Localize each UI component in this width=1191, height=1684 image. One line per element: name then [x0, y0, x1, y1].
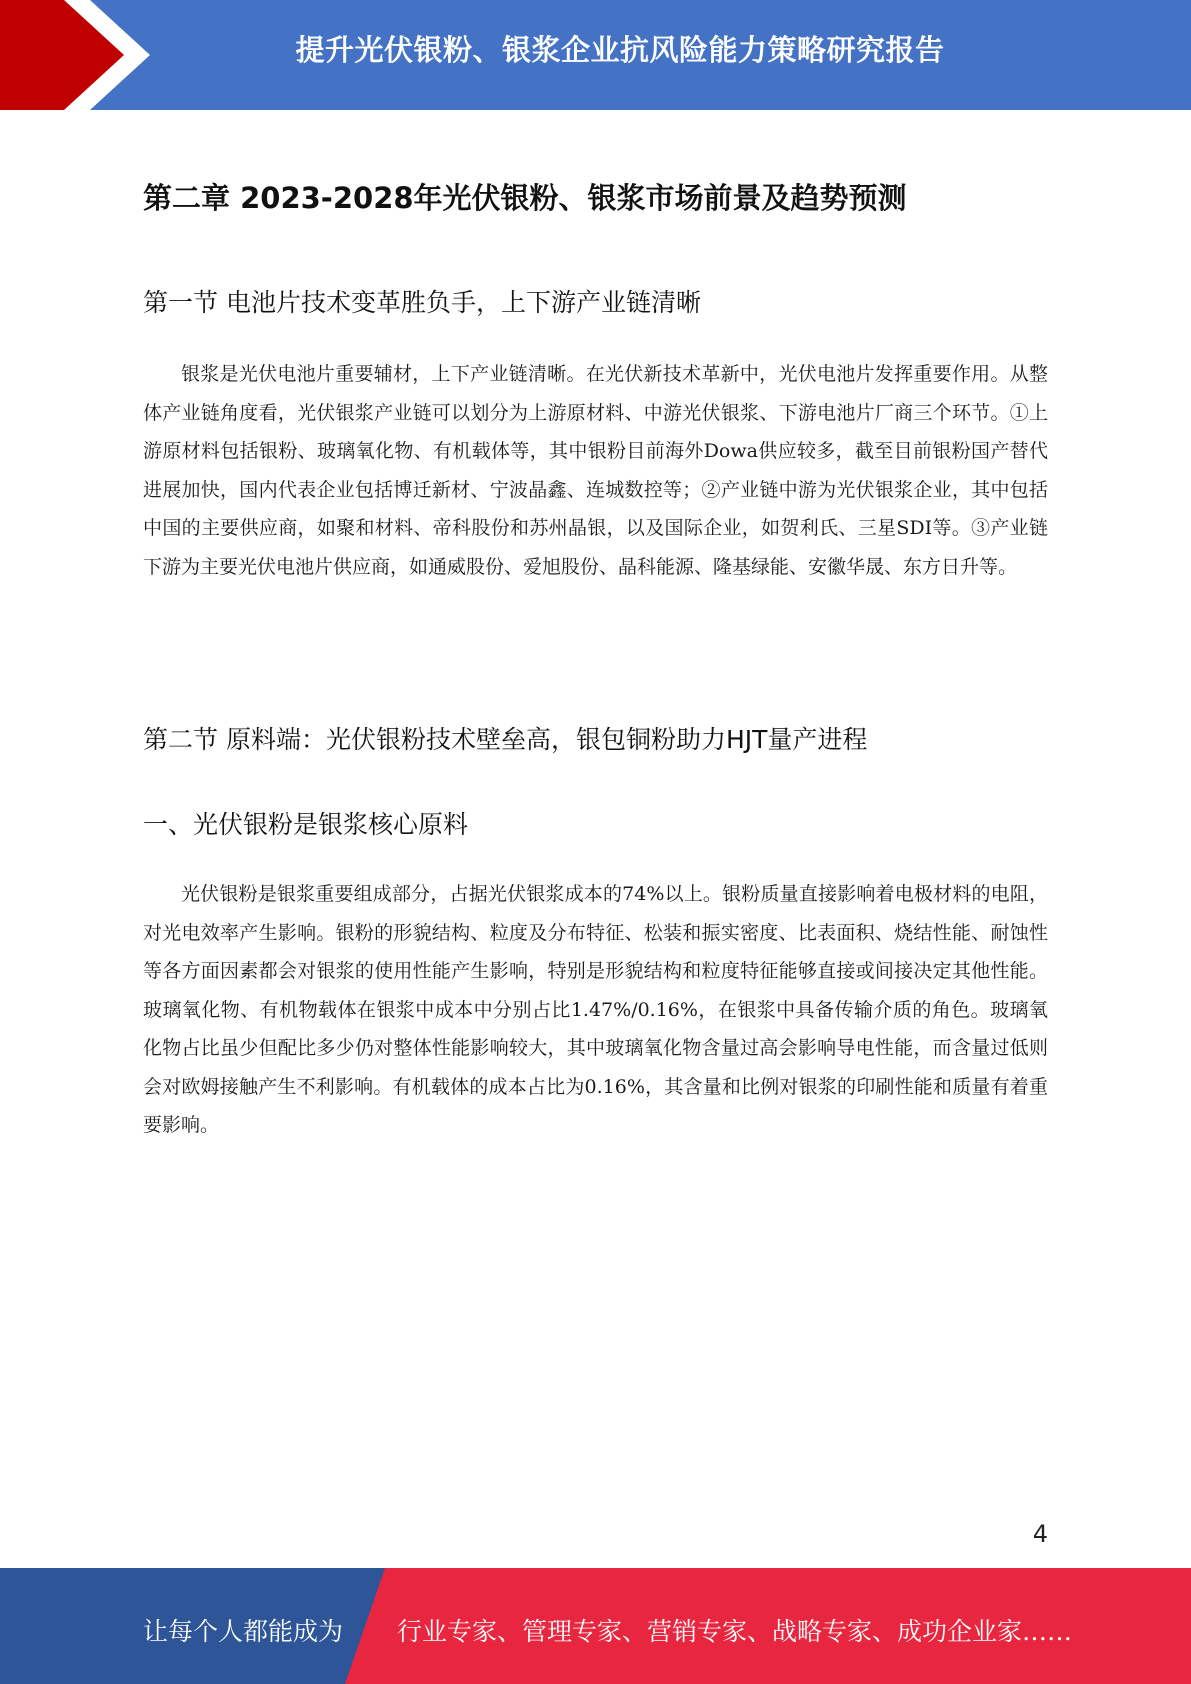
- page-number: 4: [1032, 1520, 1048, 1548]
- report-title: 提升光伏银粉、银浆企业抗风险能力策略研究报告: [295, 33, 945, 67]
- page-header: [0, 0, 1191, 110]
- subsection-1-paragraph: 光伏银粉是银浆重要组成部分，占据光伏银浆成本的74%以上。银粉质量直接影响着电极材料的电阻，对光电效率产生影响。银粉的形貌结构、粒度及分布特征、松装和振实密度、比表面积、烧结性能、耐蚀性等各方面因素都会对银浆的使用性能产生影响，特别是形貌结构和粒度特征能够直接或间接决定其他性能。玻璃氧化物、有机物载体在银浆中成本中分别占比1.47%/0.16%，在银浆中具备传输介质的角色。玻璃氧化物占比虽少但配比多少仍对整体性能影响较大，其中玻璃氧化物含量过高会影响导电性能，而含量过低则会对欧姆接触产生不利影响。有机载体的成本占比为0.16%，其含量和比例对银浆的印刷性能和质量有着重要影响。: [143, 883, 1048, 1136]
- section-1-paragraph: 银浆是光伏电池片重要辅材，上下产业链清晰。在光伏新技术革新中，光伏电池片发挥重要作用。从整体产业链角度看，光伏银浆产业链可以划分为上游原材料、中游光伏银浆、下游电池片厂商三个环节。①上游原材料包括银粉、玻璃氧化物、有机载体等，其中银粉目前海外Dowa供应较多，截至目前银粉国产替代进展加快，国内代表企业包括博迁新材、宁波晶鑫、连城数控等；②产业链中游为光伏银浆企业，其中包括中国的主要供应商，如聚和材料、帝科股份和苏州晶银，以及国际企业，如贺利氏、三星SDI等。③产业链下游为主要光伏电池片供应商，如通威股份、爱旭股份、晶科能源、隆基绿能、安徽华晟、东方日升等。: [143, 363, 1048, 578]
- section-title-2: 第二节 原料端：光伏银粉技术壁垒高，银包铜粉助力HJT量产进程: [143, 725, 868, 754]
- page-footer: [0, 1568, 1191, 1684]
- footer-slogan-left: 让每个人都能成为: [143, 1617, 344, 1646]
- section-title-1: 第一节 电池片技术变革胜负手，上下游产业链清晰: [143, 288, 701, 317]
- subsection-title-1: 一、光伏银粉是银浆核心原料: [143, 810, 469, 839]
- footer-slogan-right: 行业专家、管理专家、营销专家、战略专家、成功企业家……: [397, 1617, 1073, 1646]
- chapter-title: 第二章 2023-2028年光伏银粉、银浆市场前景及趋势预测: [143, 181, 907, 215]
